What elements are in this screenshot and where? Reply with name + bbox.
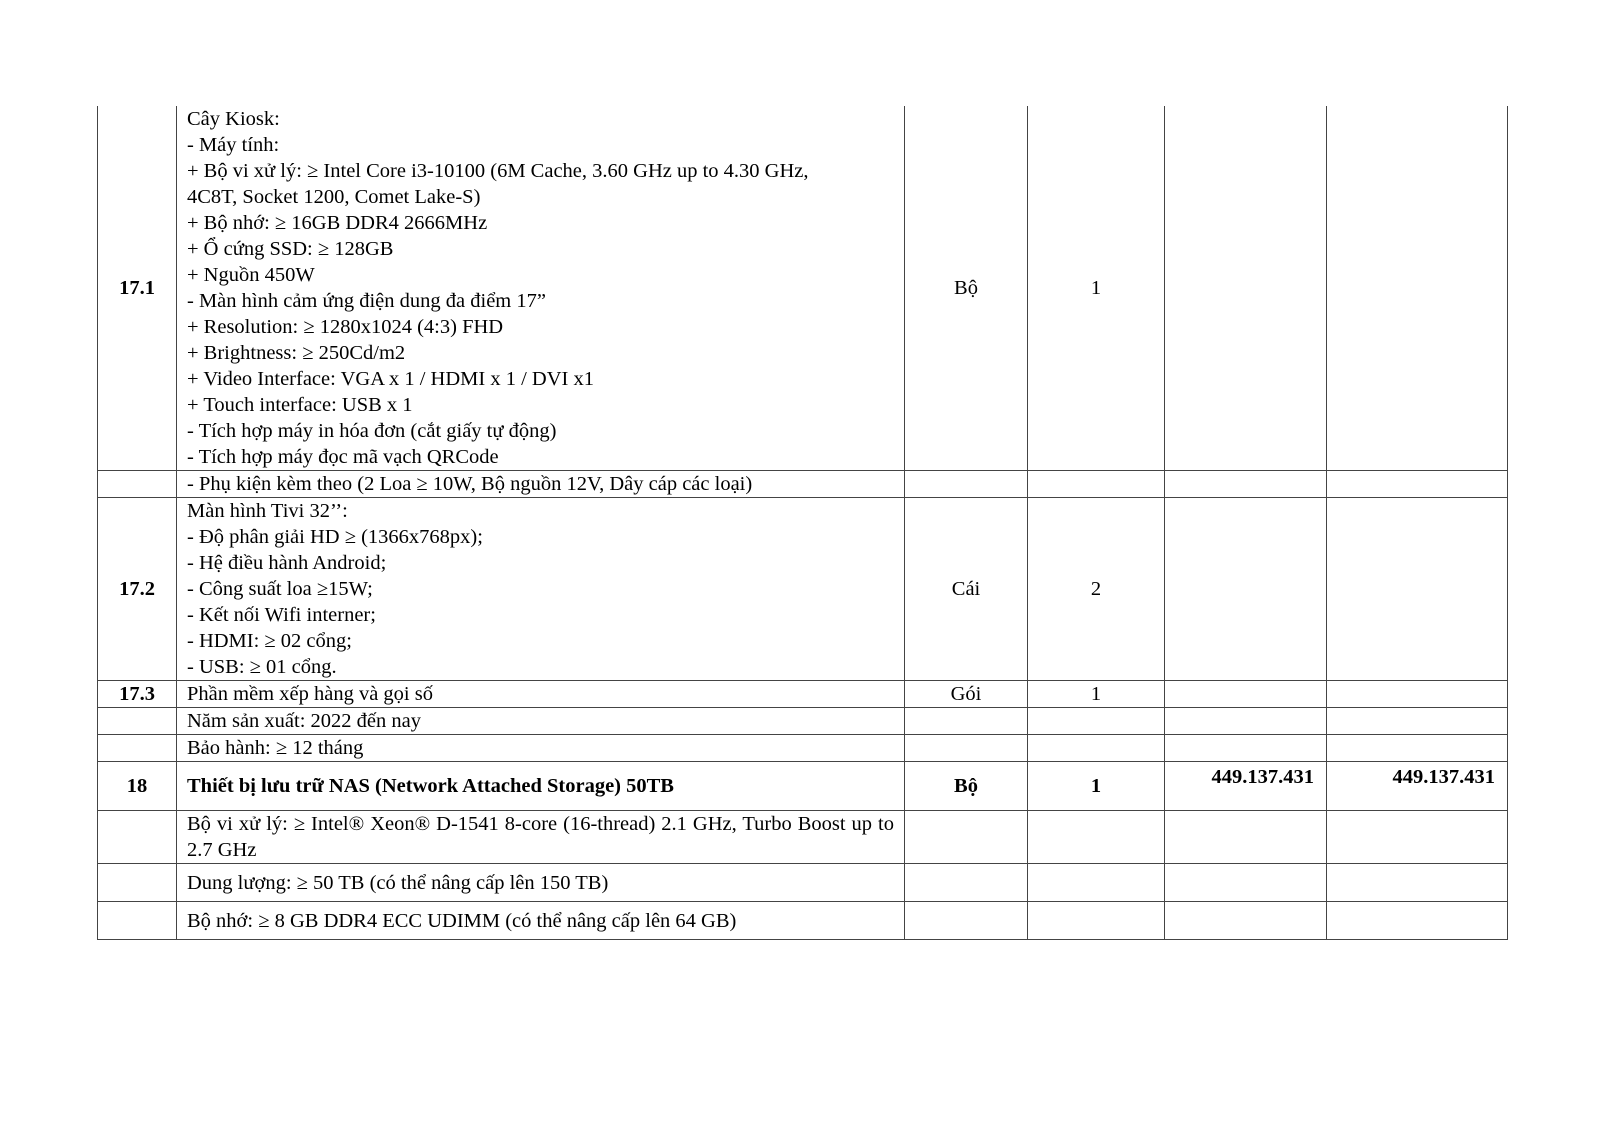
item-unit-price [1165,471,1327,498]
desc-line: + Nguồn 450W [187,264,315,286]
item-description [177,864,905,902]
item-unit-price [1165,902,1327,940]
desc-line: 4C8T, Socket 1200, Comet Lake-S) [187,186,481,208]
desc-line: + Brightness: ≥ 250Cd/m2 [187,342,406,364]
item-total [1327,498,1508,681]
desc-line: Bảo hành: ≥ 12 tháng [187,737,364,759]
desc-line: + Ổ cứng SSD: ≥ 128GB [187,238,394,260]
desc-line: - Độ phân giải HD ≥ (1366x768px); [187,526,483,548]
item-quantity: 2 [1028,498,1165,681]
desc-line: - Hệ điều hành Android; [187,552,387,574]
item-unit: Cái [905,498,1028,681]
item-unit: Bộ [905,106,1028,471]
item-unit-price [1165,811,1327,864]
item-quantity [1028,708,1165,735]
item-quantity [1028,864,1165,902]
item-unit-price [1165,681,1327,708]
item-description [177,735,905,762]
table-row-nas-memory [98,902,1508,940]
desc-line: Phần mềm xếp hàng và gọi số [187,683,433,705]
desc-line: Năm sản xuất: 2022 đến nay [187,710,421,732]
item-unit-price: 449.137.431 [1165,762,1327,811]
desc-line: - Màn hình cảm ứng điện dung đa điểm 17” [187,290,546,312]
item-unit [905,708,1028,735]
item-quantity [1028,811,1165,864]
item-number [98,708,177,735]
item-description [177,681,905,708]
item-quantity [1028,471,1165,498]
table-row-accessories [98,471,1508,498]
item-total: 449.137.431 [1327,762,1508,811]
item-unit: Bộ [905,762,1028,811]
item-number [98,864,177,902]
item-unit-price [1165,498,1327,681]
item-unit [905,811,1028,864]
desc-line: - Tích hợp máy in hóa đơn (cắt giấy tự động) [187,420,557,442]
desc-line: Cây Kiosk: [187,108,280,130]
equipment-table [97,106,1508,940]
item-number: 17.2 [98,498,177,681]
desc-line: Thiết bị lưu trữ NAS (Network Attached Storage) 50TB [187,775,674,797]
item-total [1327,735,1508,762]
table-row-nas-capacity [98,864,1508,902]
desc-line: - USB: ≥ 01 cổng. [187,656,337,678]
desc-line: Màn hình Tivi 32’’: [187,500,348,522]
item-description [177,498,905,681]
item-total [1327,681,1508,708]
item-quantity: 1 [1028,106,1165,471]
table-row-18 [98,762,1508,811]
desc-line: + Touch interface: USB x 1 [187,394,413,416]
item-number [98,471,177,498]
table-row-17-3 [98,681,1508,708]
desc-line: + Bộ nhớ: ≥ 16GB DDR4 2666MHz [187,212,488,234]
item-quantity [1028,902,1165,940]
item-unit-price [1165,106,1327,471]
table-row-production-year [98,708,1508,735]
item-description [177,471,905,498]
item-quantity [1028,735,1165,762]
item-description [177,902,905,940]
item-unit [905,864,1028,902]
item-number: 17.1 [98,106,177,471]
desc-line: - Phụ kiện kèm theo (2 Loa ≥ 10W, Bộ nguồn 12V, Dây cáp các loại) [187,473,753,495]
table-row-17-1 [98,106,1508,471]
item-total [1327,864,1508,902]
item-total [1327,471,1508,498]
item-description: Bộ vi xử lý: ≥ Intel® Xeon® D-1541 8-core (16-thread) 2.1 GHz, Turbo Boost up to 2.7 GHz [177,811,905,864]
item-description [177,708,905,735]
item-unit: Gói [905,681,1028,708]
item-unit [905,902,1028,940]
equipment-table-page [97,106,1508,940]
table-row-17-2 [98,498,1508,681]
item-unit-price [1165,708,1327,735]
item-total [1327,106,1508,471]
item-quantity: 1 [1028,681,1165,708]
desc-line: - Máy tính: [187,134,280,156]
desc-line: - Công suất loa ≥15W; [187,578,373,600]
desc-line: - Tích hợp máy đọc mã vạch QRCode [187,446,499,468]
item-total [1327,811,1508,864]
item-description [177,106,905,471]
item-number [98,811,177,864]
desc-line: + Video Interface: VGA x 1 / HDMI x 1 / DVI x1 [187,368,594,390]
item-unit-price [1165,864,1327,902]
desc-line: + Bộ vi xử lý: ≥ Intel Core i3-10100 (6M Cache, 3.60 GHz up to 4.30 GHz, [187,160,809,182]
item-unit-price [1165,735,1327,762]
item-unit [905,471,1028,498]
desc-line: + Resolution: ≥ 1280x1024 (4:3) FHD [187,316,504,338]
desc-line: - Kết nối Wifi interner; [187,604,376,626]
desc-line: - HDMI: ≥ 02 cổng; [187,630,352,652]
item-total [1327,708,1508,735]
desc-line: Bộ nhớ: ≥ 8 GB DDR4 ECC UDIMM (có thể nâng cấp lên 64 GB) [187,909,737,932]
item-unit [905,735,1028,762]
table-row-nas-cpu [98,811,1508,864]
table-row-warranty [98,735,1508,762]
item-description [177,762,905,811]
item-number: 17.3 [98,681,177,708]
item-quantity: 1 [1028,762,1165,811]
desc-line: Dung lượng: ≥ 50 TB (có thể nâng cấp lên 150 TB) [187,871,609,894]
item-number [98,735,177,762]
item-number [98,902,177,940]
item-number: 18 [98,762,177,811]
item-total [1327,902,1508,940]
